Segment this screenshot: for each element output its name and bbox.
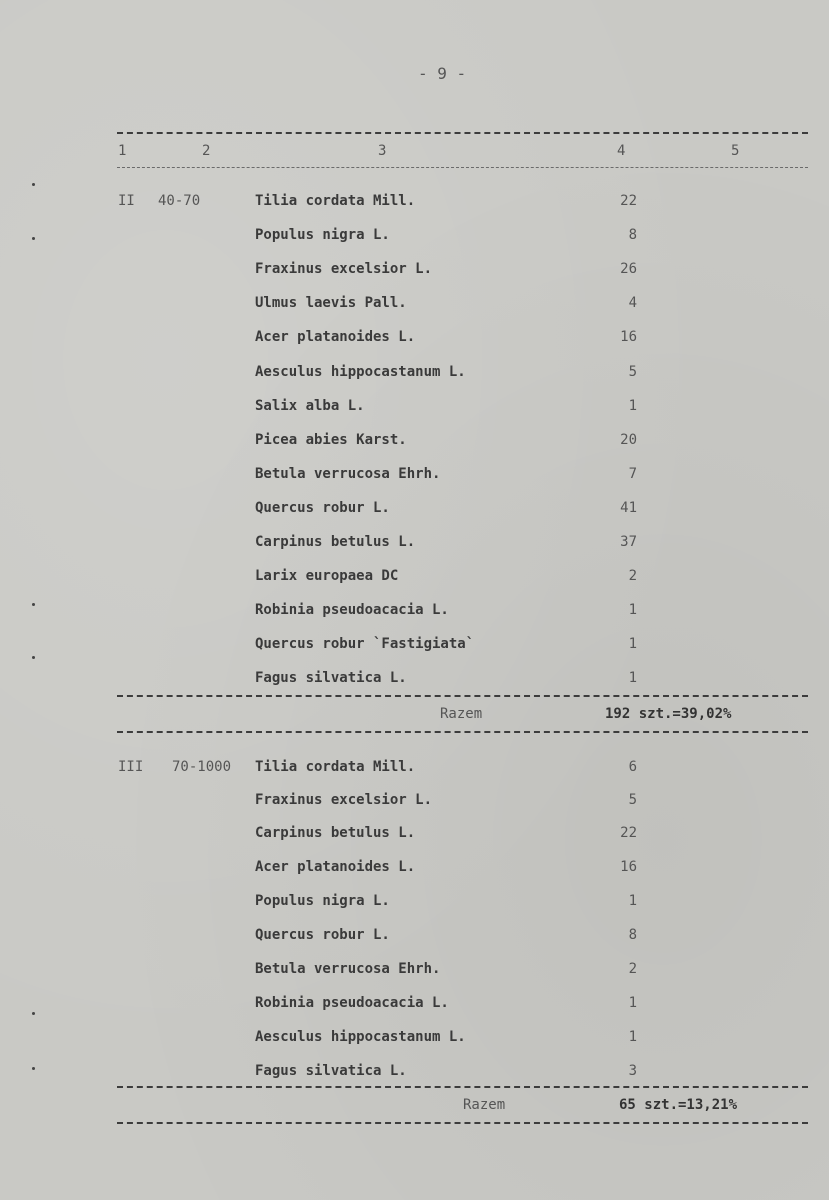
margin-dot [32, 183, 35, 186]
table-row [0, 636, 829, 658]
species-name: Quercus robur `Fastigiata` [255, 636, 475, 652]
species-name: Carpinus betulus L. [255, 825, 416, 841]
tree-count: 1 [628, 995, 637, 1011]
species-name: Populus nigra L. [255, 227, 390, 243]
tree-count: 1 [628, 636, 637, 652]
tree-count: 8 [628, 227, 637, 243]
species-name: Betula verrucosa Ehrh. [255, 961, 441, 977]
tree-count: 1 [628, 893, 637, 909]
total-label: Razem [463, 1097, 506, 1113]
tree-count: 1 [628, 1029, 637, 1045]
table-row [0, 261, 829, 283]
total-top-rule [117, 1086, 808, 1088]
species-name: Acer platanoides L. [255, 329, 416, 345]
species-name: Quercus robur L. [255, 927, 390, 943]
species-name: Carpinus betulus L. [255, 534, 416, 550]
subtotal-top-rule [117, 695, 808, 697]
tree-count: 5 [628, 364, 637, 380]
tree-count: 26 [620, 261, 637, 277]
tree-count: 1 [628, 670, 637, 686]
species-name: Fraxinus excelsior L. [255, 792, 433, 808]
table-row [0, 1029, 829, 1051]
table-row [0, 295, 829, 317]
subtotal-bottom-rule [117, 731, 808, 733]
tree-count: 7 [628, 466, 637, 482]
table-row [0, 893, 829, 915]
species-name: Betula verrucosa Ehrh. [255, 466, 441, 482]
species-name: Tilia cordata Mill. [255, 193, 416, 209]
species-name: Quercus robur L. [255, 500, 390, 516]
column-header-5: 5 [731, 143, 740, 159]
table-row [0, 961, 829, 983]
table-row [0, 859, 829, 881]
species-name: Fagus silvatica L. [255, 1063, 407, 1079]
tree-count: 1 [628, 398, 637, 414]
table-row [0, 927, 829, 949]
tree-count: 22 [620, 193, 637, 209]
species-name: Tilia cordata Mill. [255, 759, 416, 775]
tree-count: 6 [628, 759, 637, 775]
species-name: Aesculus hippocastanum L. [255, 364, 466, 380]
table-row [0, 792, 829, 814]
species-name: Populus nigra L. [255, 893, 390, 909]
header-bottom-rule [117, 167, 808, 168]
table-row [0, 193, 829, 215]
tree-count: 41 [620, 500, 637, 516]
page-number: - 9 - [418, 64, 467, 83]
subtotal-value: 192 szt.=39,02% [605, 706, 732, 722]
tree-count: 2 [628, 568, 637, 584]
column-header-3: 3 [378, 143, 387, 159]
species-name: Picea abies Karst. [255, 432, 407, 448]
column-header-2: 2 [202, 143, 211, 159]
table-row [0, 227, 829, 249]
diameter-range: 70-1000 [172, 759, 232, 775]
tree-count: 16 [620, 329, 637, 345]
species-name: Robinia pseudoacacia L. [255, 602, 449, 618]
species-name: Fraxinus excelsior L. [255, 261, 433, 277]
tree-count: 3 [628, 1063, 637, 1079]
tree-count: 5 [628, 792, 637, 808]
table-row [0, 500, 829, 522]
tree-count: 22 [620, 825, 637, 841]
tree-count: 4 [628, 295, 637, 311]
table-row [0, 1063, 829, 1085]
total-value: 65 szt.=13,21% [619, 1097, 738, 1113]
table-row [0, 398, 829, 420]
subtotal-row [0, 706, 829, 728]
tree-count: 37 [620, 534, 637, 550]
table-top-rule [117, 132, 808, 134]
table-row [0, 534, 829, 556]
tree-count: 2 [628, 961, 637, 977]
table-row [0, 825, 829, 847]
species-name: Larix europaea DC [255, 568, 399, 584]
table-row [0, 432, 829, 454]
total-bottom-rule [117, 1122, 808, 1124]
subtotal-label: Razem [440, 706, 483, 722]
tree-count: 20 [620, 432, 637, 448]
tree-count: 1 [628, 602, 637, 618]
diameter-range: 40-70 [158, 193, 201, 209]
species-name: Robinia pseudoacacia L. [255, 995, 449, 1011]
species-name: Fagus silvatica L. [255, 670, 407, 686]
size-class: III [118, 759, 144, 775]
table-row [0, 329, 829, 351]
column-header-4: 4 [617, 143, 626, 159]
species-name: Aesculus hippocastanum L. [255, 1029, 466, 1045]
table-row [0, 568, 829, 590]
tree-count: 8 [628, 927, 637, 943]
tree-count: 16 [620, 859, 637, 875]
column-header-1: 1 [118, 143, 127, 159]
size-class: II [118, 193, 135, 209]
table-row [0, 602, 829, 624]
table-row [0, 759, 829, 781]
table-row [0, 995, 829, 1017]
total-row [0, 1097, 829, 1119]
species-name: Acer platanoides L. [255, 859, 416, 875]
table-row [0, 466, 829, 488]
table-row [0, 364, 829, 386]
table-row [0, 670, 829, 692]
species-name: Ulmus laevis Pall. [255, 295, 407, 311]
species-name: Salix alba L. [255, 398, 365, 414]
